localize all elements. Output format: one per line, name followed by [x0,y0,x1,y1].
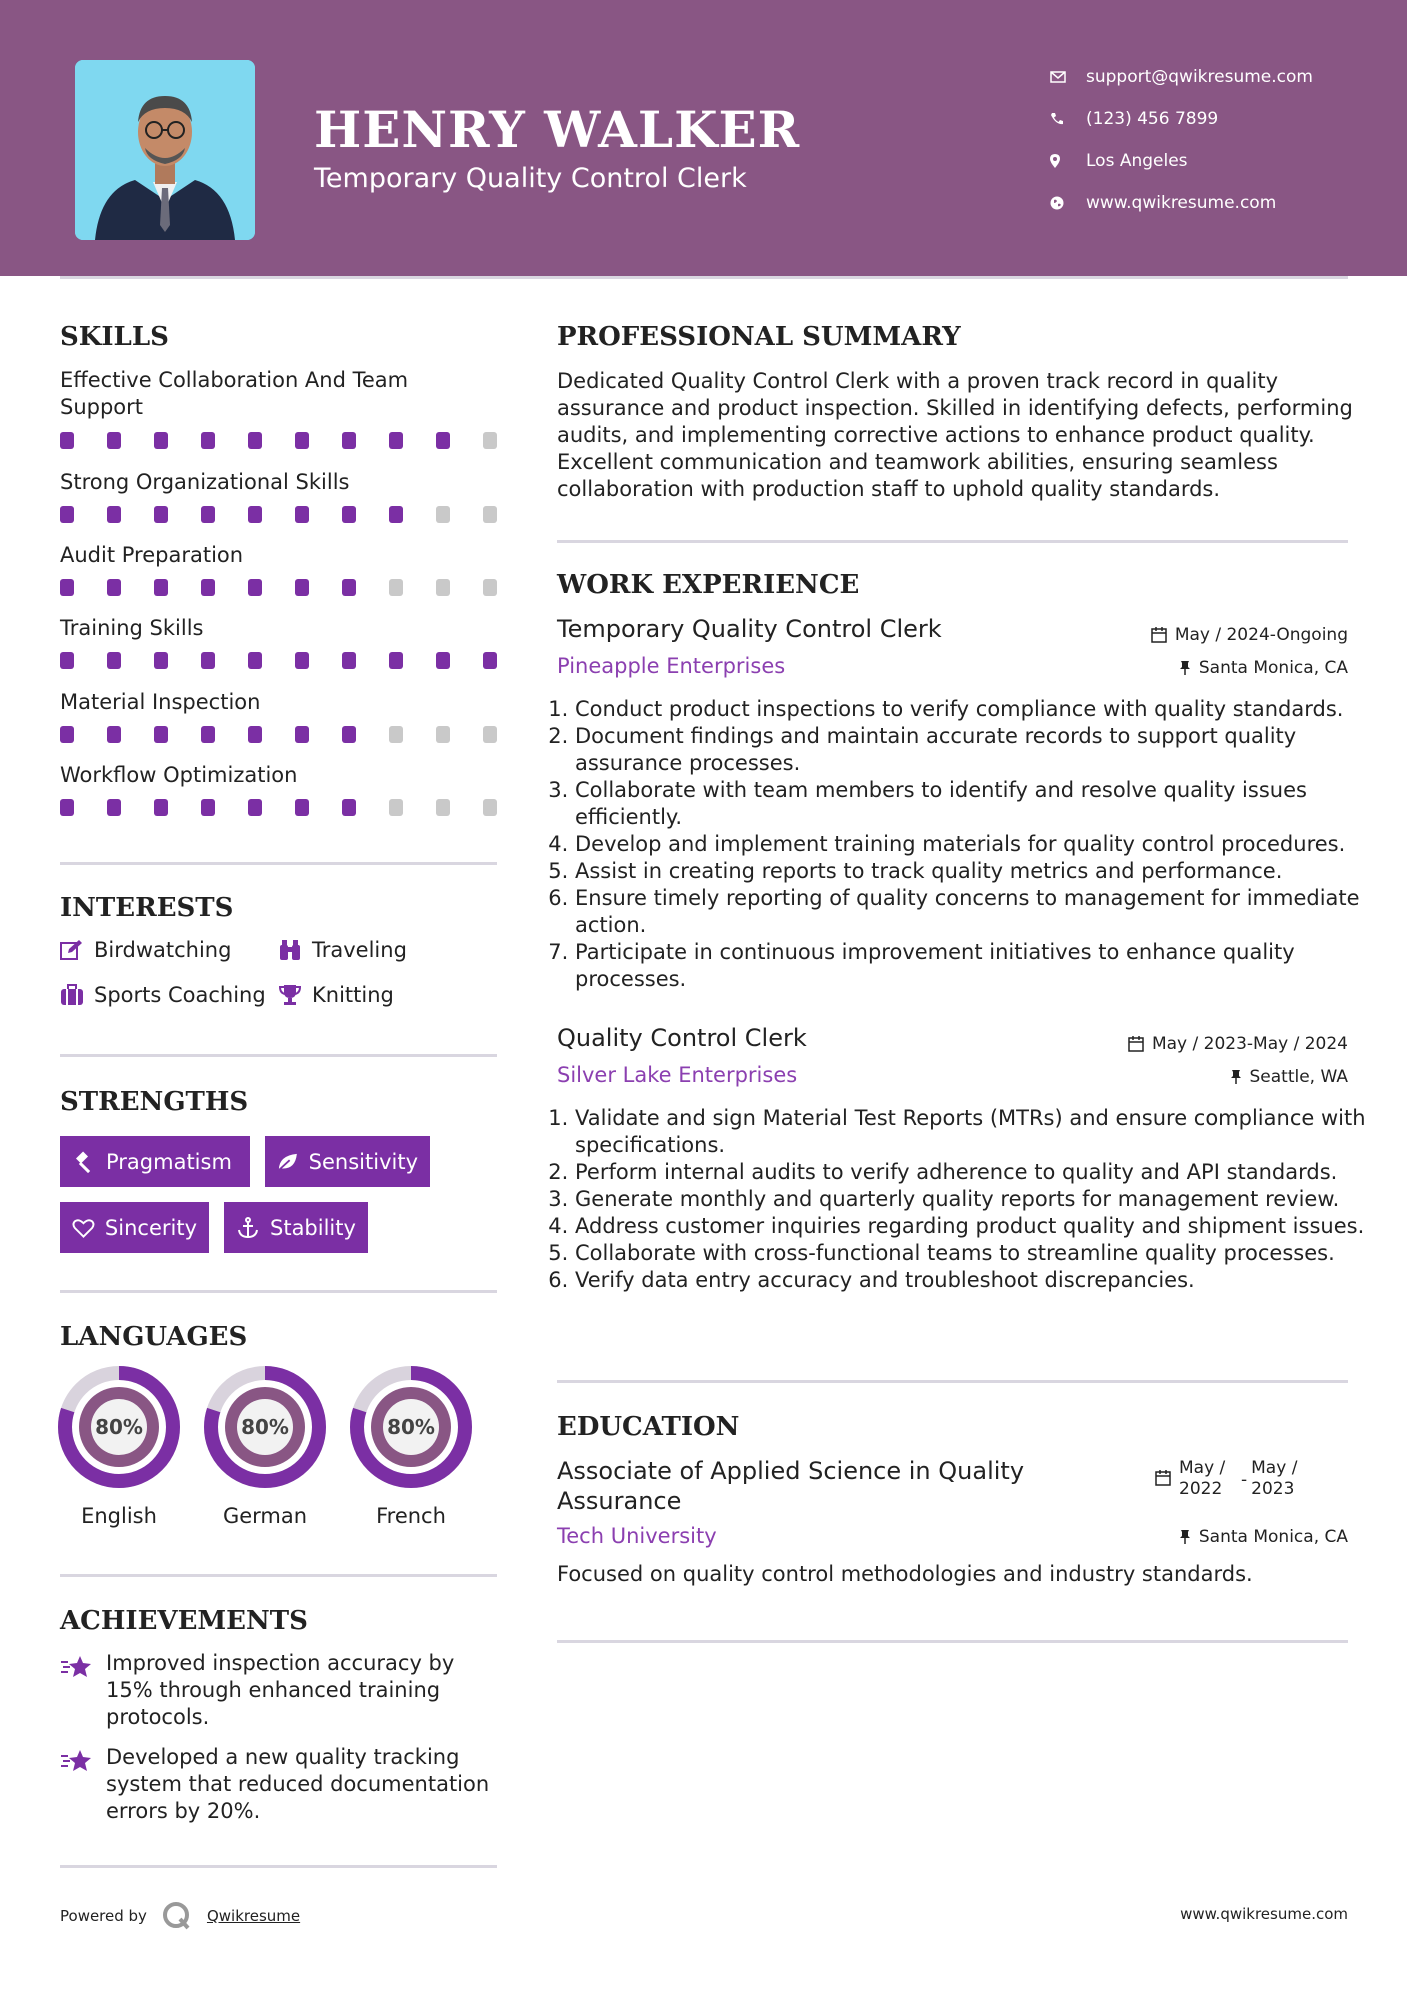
responsibility-item: 4. Develop and implement training materials for quality control procedures. [575,831,1375,858]
rating-dot-filled [248,799,262,816]
skill-name: Material Inspection [60,690,261,714]
achievement-text: Improved inspection accuracy by 15% through enhanced training protocols. [106,1651,455,1729]
rating-dot-filled [60,432,74,449]
language-percent: 80% [387,1415,435,1439]
strengths-divider [60,1290,497,1293]
education-location: Santa Monica, CA [1179,1527,1348,1547]
strength-tag: Sincerity [60,1202,209,1253]
rating-dot-filled [201,579,215,596]
skill-rating [60,652,530,669]
rating-dot-empty [483,799,497,816]
rating-dot-filled [342,432,356,449]
phone-icon [1050,112,1086,126]
interests-heading: INTERESTS [60,893,234,923]
responsibility-item: 2. Document findings and maintain accurate records to support quality assurance processes. [575,723,1375,777]
skill-rating [60,506,530,523]
responsibility-item: 3. Generate monthly and quarterly quality reports for management review. [575,1186,1375,1213]
achievement-text: Developed a new quality tracking system that reduced documentation errors by 20%. [106,1745,490,1823]
job-location: Seattle, WA [1230,1067,1349,1087]
rating-dot-filled [107,432,121,449]
education-dates: May / 2022 - May / 2023 [1155,1458,1303,1500]
contact-email[interactable] [1050,56,1313,98]
rating-dot-empty [483,432,497,449]
candidate-name: HENRY WALKER [314,100,801,159]
rating-dot-empty [436,799,450,816]
rating-dot-filled [342,506,356,523]
rating-dot-filled [436,652,450,669]
language-ring [204,1366,326,1488]
language-ring [58,1366,180,1488]
rating-dot-filled [201,726,215,743]
skill-name: Audit Preparation [60,543,244,567]
job-dates: May / 2024-Ongoing [1151,625,1348,645]
pin-icon [1230,1069,1242,1085]
rating-dot-filled [154,726,168,743]
achievement-item [60,1650,500,1731]
calendar-icon [1151,627,1167,643]
anchor-icon [236,1217,260,1239]
responsibility-list [557,1105,1375,1294]
responsibility-item: 3. Collaborate with team members to identify and resolve quality issues efficiently. [575,777,1375,831]
rating-dot-filled [201,799,215,816]
language-ring [350,1366,472,1488]
rating-dot-filled [248,726,262,743]
contact-email-text: support@qwikresume.com [1086,67,1313,87]
pin-icon [1179,1529,1191,1545]
skill-name: Strong Organizational Skills [60,470,350,494]
education-end: May / 2023 [1251,1458,1298,1499]
footer-website[interactable]: www.qwikresume.com [1180,1905,1348,1923]
language-item [204,1366,326,1528]
rating-dot-empty [483,506,497,523]
pin-icon [1179,660,1191,676]
responsibility-item: 6. Verify data entry accuracy and troubleshoot discrepancies. [575,1267,1375,1294]
responsibility-list [557,696,1375,993]
leaf-icon [277,1151,299,1173]
responsibility-item: 1. Validate and sign Material Test Reports (MTRs) and ensure compliance with specifications. [575,1105,1375,1159]
contact-location-text: Los Angeles [1086,151,1188,171]
language-percent: 80% [95,1415,143,1439]
rating-dot-filled [295,726,309,743]
profile-photo [75,60,255,240]
rating-dot-filled [60,799,74,816]
summary-heading: PROFESSIONAL SUMMARY [557,322,961,352]
gavel-icon [72,1151,96,1173]
header-divider [60,276,1348,279]
rating-dot-filled [342,799,356,816]
skills-divider [60,862,497,865]
rating-dot-filled [154,652,168,669]
globe-icon [1050,196,1086,210]
briefcase-icon [60,984,84,1006]
rating-dot-empty [389,799,403,816]
rating-dot-filled [60,652,74,669]
rating-dot-filled [107,726,121,743]
responsibility-item: 7. Participate in continuous improvement initiatives to enhance quality processes. [575,939,1375,993]
rating-dot-filled [295,579,309,596]
rating-dot-filled [436,432,450,449]
language-item [58,1366,180,1528]
rating-dot-filled [107,506,121,523]
education-divider [557,1640,1348,1643]
rating-dot-filled [201,652,215,669]
rating-dot-filled [60,506,74,523]
trophy-icon [278,984,302,1006]
responsibility-item: 5. Collaborate with cross-functional teams to streamline quality processes. [575,1240,1375,1267]
contact-website-text: www.qwikresume.com [1086,193,1277,213]
rating-dot-filled [389,652,403,669]
rating-dot-filled [248,652,262,669]
job-location: Santa Monica, CA [1179,658,1348,678]
envelope-icon [1050,71,1086,83]
experience-heading: WORK EXPERIENCE [557,570,860,600]
responsibility-item: 1. Conduct product inspections to verify compliance with quality standards. [575,696,1375,723]
contact-phone[interactable] [1050,98,1313,140]
school-name: Tech University [557,1524,717,1548]
rating-dot-filled [154,579,168,596]
languages-divider [60,1574,497,1577]
company-name: Pineapple Enterprises [557,654,786,678]
shooting-star-icon [60,1746,94,1774]
rating-dot-filled [60,579,74,596]
language-name: French [376,1504,446,1528]
contact-website[interactable] [1050,182,1313,224]
achievements-heading: ACHIEVEMENTS [60,1606,308,1636]
responsibility-item: 5. Assist in creating reports to track quality metrics and performance. [575,858,1375,885]
rating-dot-filled [342,726,356,743]
rating-dot-filled [154,506,168,523]
map-marker-icon [1050,154,1086,168]
rating-dot-filled [154,432,168,449]
skill-name: Effective Collaboration And Team Support [60,368,409,419]
education-description: Focused on quality control methodologies and industry standards. [557,1562,1253,1586]
strength-tag: Pragmatism [60,1136,250,1187]
interest-item: Traveling [278,938,407,962]
degree-title: Associate of Applied Science in Quality Assurance [557,1457,1025,1515]
contact-location [1050,140,1313,182]
skill-rating [60,799,530,816]
job-title: Quality Control Clerk [557,1024,807,1052]
skill-name: Workflow Optimization [60,763,298,787]
achievements-divider [60,1865,497,1868]
achievement-item [60,1744,500,1825]
footer-powered-by: Powered by Qwikresume [60,1900,300,1932]
rating-dot-filled [201,506,215,523]
summary-divider [557,540,1348,543]
interest-item: Knitting [278,983,394,1007]
rating-dot-filled [248,506,262,523]
rating-dot-filled [107,652,121,669]
qwikresume-link[interactable]: Qwikresume [206,1907,301,1925]
company-name: Silver Lake Enterprises [557,1063,798,1087]
interest-item: Birdwatching [60,938,231,962]
rating-dot-empty [483,579,497,596]
job-title: Temporary Quality Control Clerk [557,615,942,643]
skill-rating [60,726,530,743]
rating-dot-empty [436,579,450,596]
rating-dot-filled [295,799,309,816]
strength-tag: Sensitivity [265,1136,430,1187]
rating-dot-filled [342,652,356,669]
rating-dot-filled [201,432,215,449]
calendar-icon [1128,1036,1144,1052]
rating-dot-filled [154,799,168,816]
responsibility-item: 6. Ensure timely reporting of quality concerns to management for immediate action. [575,885,1375,939]
rating-dot-filled [483,652,497,669]
interest-item: Sports Coaching [60,983,266,1007]
languages-heading: LANGUAGES [60,1322,248,1352]
education-heading: EDUCATION [557,1412,740,1442]
rating-dot-filled [107,799,121,816]
interests-divider [60,1054,497,1057]
rating-dot-filled [342,579,356,596]
rating-dot-filled [295,432,309,449]
education-start: May / 2022 [1179,1458,1226,1499]
shooting-star-icon [60,1652,94,1680]
qwikresume-logo-icon [161,1900,193,1932]
job-dates: May / 2023-May / 2024 [1128,1034,1348,1054]
rating-dot-empty [436,726,450,743]
rating-dot-filled [248,579,262,596]
binoculars-icon [278,939,302,961]
experience-divider [557,1380,1348,1383]
contact-list [1050,56,1313,224]
candidate-title: Temporary Quality Control Clerk [314,163,747,194]
rating-dot-filled [389,506,403,523]
rating-dot-filled [295,506,309,523]
responsibility-item: 4. Address customer inquiries regarding product quality and shipment issues. [575,1213,1375,1240]
language-name: German [222,1504,308,1528]
rating-dot-empty [389,726,403,743]
summary-text: Dedicated Quality Control Clerk with a proven track record in quality assurance and product inspection. Skilled in identifying defects, performing audits, and implementing corrective actions to enhance product quality. Excellent communication and teamwork abilities, ensuring seamless collaboration with production staff to uphold quality standards. [557,369,1353,501]
contact-phone-text: (123) 456 7899 [1086,109,1219,129]
header-banner [0,0,1407,276]
language-percent: 80% [241,1415,289,1439]
rating-dot-empty [389,579,403,596]
calendar-icon [1155,1470,1171,1486]
skill-name: Training Skills [60,616,204,640]
strengths-heading: STRENGTHS [60,1087,249,1117]
rating-dot-filled [295,652,309,669]
language-item [350,1366,472,1528]
skill-rating [60,579,530,596]
heart-icon [72,1217,95,1239]
edit-icon [60,939,84,961]
rating-dot-filled [389,432,403,449]
rating-dot-empty [483,726,497,743]
rating-dot-filled [60,726,74,743]
rating-dot-filled [248,432,262,449]
responsibility-item: 2. Perform internal audits to verify adherence to quality and API standards. [575,1159,1375,1186]
skill-rating [60,432,530,449]
strength-tag: Stability [224,1202,368,1253]
rating-dot-empty [436,506,450,523]
rating-dot-filled [107,579,121,596]
language-name: English [81,1504,157,1528]
skills-heading: SKILLS [60,322,169,352]
